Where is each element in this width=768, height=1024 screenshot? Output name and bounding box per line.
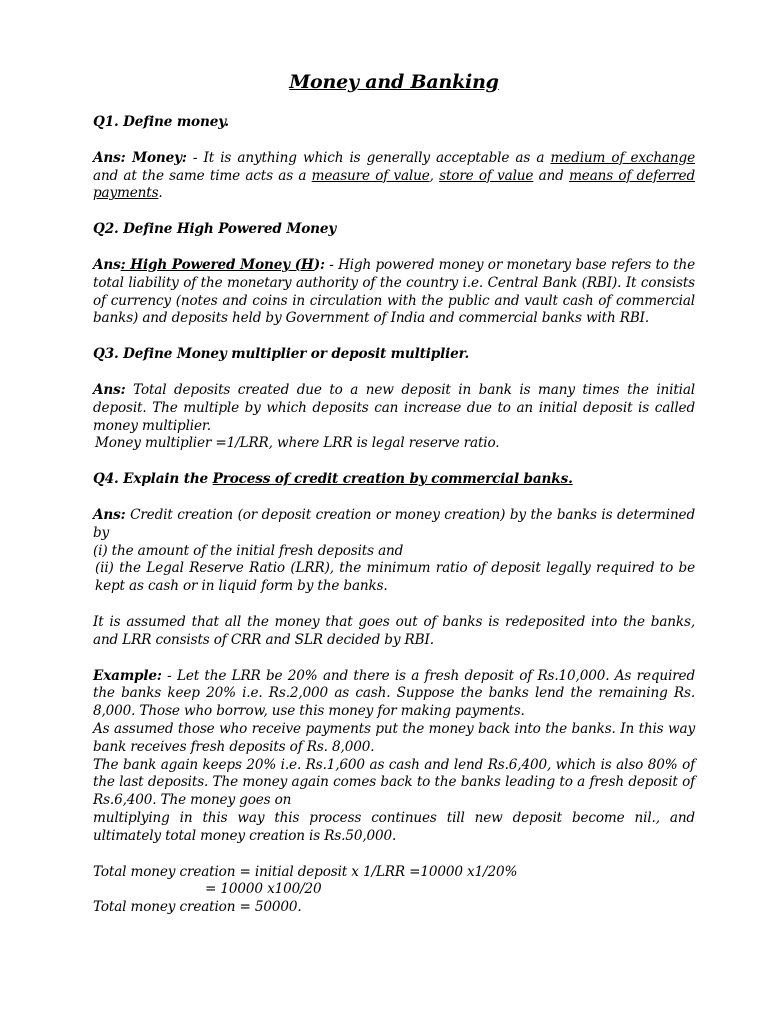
question-3: Q3. Define Money multiplier or deposit multiplier. bbox=[93, 346, 470, 363]
example-paragraph-3: The bank again keeps 20% i.e. Rs.1,600 as cash and lend Rs.6,400, which is also 80% of the last deposits. The money again comes back to the banks leading to a fresh deposit of Rs.6,400. The money goes on bbox=[93, 756, 695, 809]
example-paragraph-4: multiplying in this way this process continues till new deposit become nil., and ultimately total money creation is Rs.50,000. bbox=[93, 809, 695, 844]
answer-4-text: Credit creation (or deposit creation or money creation) by the banks is determined by bbox=[93, 506, 695, 541]
answer-1-label: Ans: Money: bbox=[93, 149, 187, 166]
answer-1-sep-1: , bbox=[429, 167, 440, 184]
term-high-powered-money: : High Powered Money (H bbox=[120, 256, 314, 273]
term-store-of-value: store of value bbox=[439, 167, 534, 184]
question-4-term: Process of credit creation by commercial banks. bbox=[212, 471, 573, 488]
answer-3-label: Ans: bbox=[93, 381, 126, 398]
document-body bbox=[93, 70, 695, 917]
term-high-powered-money-end: ): bbox=[313, 256, 325, 273]
answer-1-end: . bbox=[158, 185, 163, 202]
term-deferred-payments: means of deferred payments bbox=[93, 167, 696, 202]
term-medium-of-exchange: medium of exchange bbox=[550, 149, 695, 166]
answer-4 bbox=[93, 507, 695, 543]
money-multiplier-formula: Money multiplier =1/LRR, where LRR is legal reserve ratio. bbox=[95, 435, 500, 452]
answer-1-sep-2: and bbox=[533, 167, 570, 184]
calculation-line-3: Total money creation = 50000. bbox=[93, 899, 302, 916]
example-label: Example: bbox=[93, 667, 162, 684]
answer-1-text-1: - It is anything which is generally acceptable as a bbox=[186, 149, 551, 166]
answer-1-text-2: and at the same time acts as a bbox=[93, 167, 312, 184]
answer-1 bbox=[93, 150, 695, 203]
answer-3 bbox=[93, 382, 695, 435]
calculation-line-2: = 10000 x100/20 bbox=[205, 881, 322, 898]
question-2: Q2. Define High Powered Money bbox=[93, 221, 337, 238]
answer-3-text: Total deposits created due to a new deposit in bank is many times the initial deposit. The multiple by which deposits can increase due to an initial deposit is called money multiplier. bbox=[93, 381, 695, 434]
question-1: Q1. Define money. bbox=[93, 114, 229, 130]
calculation-line-1: Total money creation = initial deposit x 1/LRR =10000 x1/20% bbox=[93, 863, 518, 880]
term-measure-of-value: measure of value bbox=[311, 167, 430, 184]
answer-2-text: - High powered money or monetary base refers to the total liability of the monetary authority of the country i.e. Central Bank (RBI). It consists of currency (notes and coins in circulation with the public and vault cash of commercial banks) and deposits held by Government of India and commercial banks with RBI. bbox=[93, 256, 695, 327]
question-4-prefix: Q4. Explain the bbox=[93, 471, 213, 488]
answer-4-point-ii: (ii) the Legal Reserve Ratio (LRR), the minimum ratio of deposit legally required to be kept as cash or in liquid form by the banks. bbox=[95, 560, 695, 595]
answer-2 bbox=[93, 257, 695, 328]
example-paragraph-2: As assumed those who receive payments put the money back into the banks. In this way bank receives fresh deposits of Rs. 8,000. bbox=[93, 720, 695, 755]
assumption-paragraph: It is assumed that all the money that goes out of banks is redeposited into the banks, and LRR consists of CRR and SLR decided by RBI. bbox=[93, 613, 695, 648]
answer-4-label: Ans: bbox=[93, 506, 126, 523]
example-text-1: - Let the LRR be 20% and there is a fresh deposit of Rs.10,000. As required the banks keep 20% i.e. Rs.2,000 as cash. Suppose the banks lend the remaining Rs. 8,000. Those who borrow, use this money for making payments. bbox=[93, 667, 695, 720]
answer-2-label: Ans bbox=[93, 256, 121, 273]
example-paragraph-1 bbox=[93, 668, 695, 721]
question-4 bbox=[93, 471, 695, 489]
page-title: Money and Banking bbox=[289, 71, 499, 93]
answer-4-point-i: (i) the amount of the initial fresh deposits and bbox=[93, 542, 404, 559]
